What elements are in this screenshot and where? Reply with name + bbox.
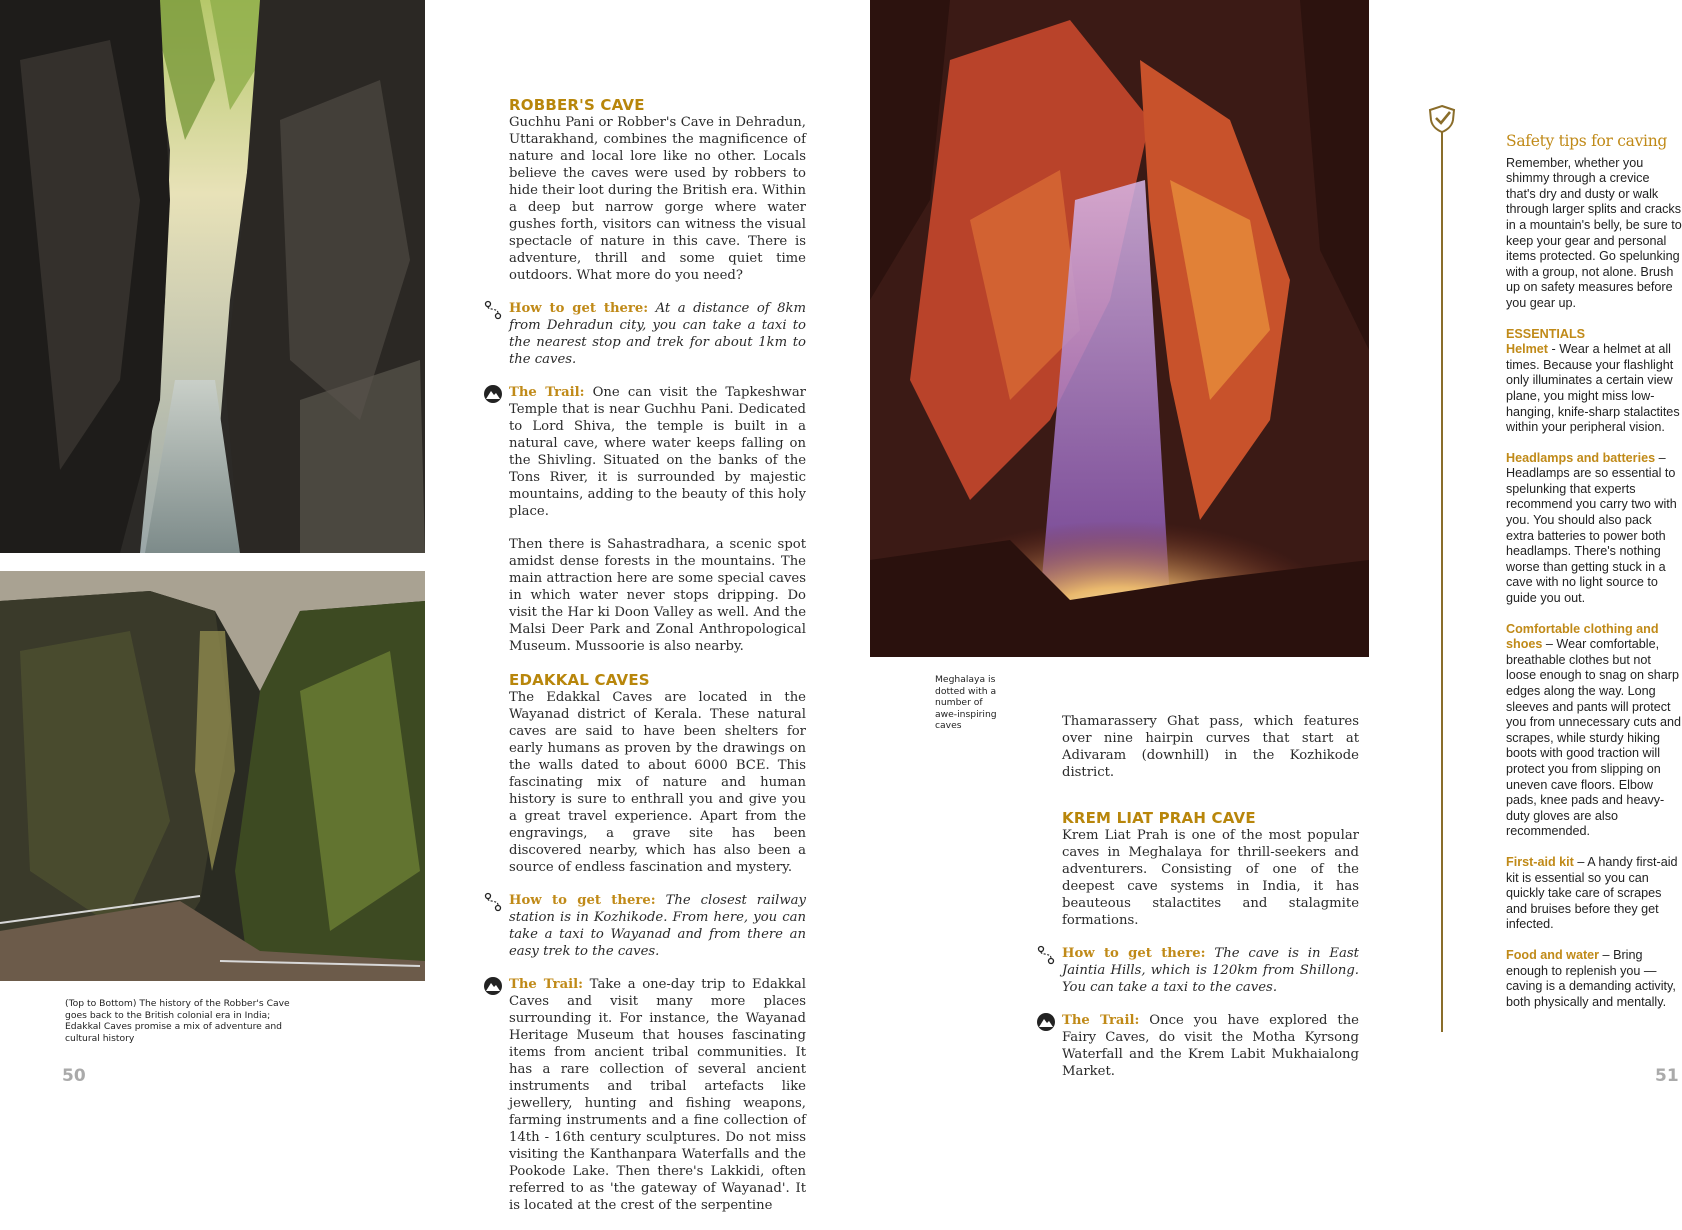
how-label: How to get there: [1062,946,1206,961]
route-icon [1036,945,1056,965]
safety-tips-sidebar [1506,134,1682,1025]
how-text: At a distance of 8km from Dehradun city, you can take a taxi to the nearest stop and trek for about 1km to the caves. [509,301,807,367]
robbers-cave-photo [0,0,425,553]
trail-label: The Trail: [1062,1013,1140,1028]
tip-helmet: Helmet - Wear a helmet at all times. Because your flashlight only illuminates a certain view plane, you might miss low-hanging, knife-sharp stalactites within your peripheral vision. [1506,342,1680,435]
robbers-cave-intro: Guchhu Pani or Robber's Cave in Dehradun, Uttarakhand, combines the magnificence of nature and local lore like no other. Locals believe the caves were used by robbers to hide their loot during the British era. Within a deep but narrow gorge where water gushes forth, visitors can witness the visual spectacle of nature in this cave. There is adventure, thrill and some quiet time outdoors. What more do you need? [509,115,807,283]
robbers-trail [509,384,806,520]
how-text: The closest railway station is in Kozhikode. From here, you can take a taxi to Wayanad and from there an easy trek to the caves. [509,893,806,959]
krem-trail [1062,1012,1359,1080]
edakkal-how-to-get-there [509,892,806,960]
robbers-cave-heading: ROBBER'S CAVE [509,96,645,114]
how-label: How to get there: [509,893,656,908]
page-number-left: 50 [62,1066,86,1086]
route-icon [483,300,503,320]
krem-liat-prah-intro: Krem Liat Prah is one of the most popular caves in Meghalaya for thrill-seekers and adventurers. Consisting of one of the deepest cave systems in India, it has beauteous stalactites and stalagmite formations. [1062,828,1359,928]
tip-headlamps: Headlamps and batteries – Headlamps are so essential to spelunking that experts recommend you carry two with you. You should also pack extra batteries to power both headlamps. There's nothing worse than getting stuck in a cave with no light source to guide you out. [1506,450,1677,606]
robbers-how-to-get-there [509,300,806,368]
safety-tips-title: Safety tips for caving [1506,132,1668,150]
sidebar-divider [1441,132,1443,1032]
safety-tips-intro: Remember, whether you shimmy through a crevice that's dry and dusty or walk through larger splits and cracks in a mountain's belly, be sure to keep your gear and personal items protected. Go spelunking with a group, not alone. Brush up on safety measures before you gear up. [1506,155,1682,310]
tip-food-water: Food and water – Bring enough to replenish you — caving is a demanding activity, both physically and mentally. [1506,947,1676,1009]
krem-how-to-get-there [1062,945,1359,996]
how-label: How to get there: [509,301,649,316]
edakkal-trail [509,976,806,1214]
left-text-column [509,96,806,1230]
trail-text: Take a one-day trip to Edakkal Caves and visit many more places surrounding it. For instance, the Wayanad Heritage Museum that houses fascinating items from ancient tribal communities. It has a rare collection of several ancient instruments and tribal artefacts like jewellery, hunting and fishing weapons, farming instruments and a fine collection of 14th - 16th century sculptures. Do not miss visiting the Kanthanpara Waterfalls and the Pookode Lake. Then there's Lakkidi, often referred to as 'the gateway of Wayanad'. It is located at the crest of the serpentine [509,977,806,1213]
tip-clothing: Comfortable clothing and shoes – Wear comfortable, breathable clothes but not loose enough to snag on sharp edges along the way. Long sleeves and pants will protect you from unnecessary cuts and scrapes, while sturdy hiking boots with good traction will protect you from slipping on uneven cave floors. Elbow pads, knee pads and heavy-duty gloves are also recommended. [1506,621,1682,839]
trail-text: Once you have explored the Fairy Caves, do visit the Motha Kyrsong Waterfall and the Krem Labit Mukhaialong Market. [1062,1013,1359,1079]
trail-icon [483,976,503,996]
continuation-paragraph: Thamarassery Ghat pass, which features over nine hairpin curves that start at Adivaram (downhill) in the Kozhikode district. [1062,714,1359,780]
meghalaya-cave-photo [870,0,1369,657]
trail-label: The Trail: [509,977,584,992]
how-text: The cave is in East Jaintia Hills, which is 120km from Shillong. You can take a taxi to the caves. [1062,946,1359,995]
tip-first-aid: First-aid kit – A handy first-aid kit is essential so you can quickly take care of scrapes and bruises before they get infected. [1506,854,1678,932]
meghalaya-photo-caption: Meghalaya is dotted with a number of awe-inspiring caves [935,674,997,731]
robbers-extra-paragraph: Then there is Sahastradhara, a scenic spot amidst dense forests in the mountains. The main attraction here are some special caves in which water never stops dripping. Do visit the Har ki Doon Valley as well. And the Malsi Deer Park and Zonal Anthropological Museum. Mussoorie is also nearby. [509,537,806,654]
edakkal-caves-heading: EDAKKAL CAVES [509,671,650,689]
trail-text: One can visit the Tapkeshwar Temple that is near Guchhu Pani. Dedicated to Lord Shiva, the temple is built in a natural cave, where water keeps falling on the Shivling. Situated on the banks of the Tons River, it is surrounded by majestic mountains, adding to the beauty of this holy place. [509,385,806,519]
left-photo-caption: (Top to Bottom) The history of the Robber's Cave goes back to the British colonial era in India; Edakkal Caves promise a mix of adventure and cultural history [65,998,290,1044]
edakkal-caves-intro: The Edakkal Caves are located in the Wayanad district of Kerala. These natural caves are said to have been shelters for early humans as proven by the drawings on the walls dated to about 6000 BCE. This fascinating mix of nature and human history is sure to enthrall you and give you a great travel experience. Apart from the engravings, a grave site has been discovered nearby, which has also been a source of endless fascination and mystery. [509,690,806,875]
route-icon [483,892,503,912]
right-text-column [1062,713,1359,1096]
krem-liat-prah-heading: KREM LIAT PRAH CAVE [1062,809,1256,827]
trail-icon [483,384,503,404]
trail-label: The Trail: [509,385,585,400]
edakkal-caves-photo [0,571,425,981]
shield-check-icon [1427,104,1457,134]
page-number-right: 51 [1655,1066,1679,1086]
trail-icon [1036,1012,1056,1032]
essentials-heading: ESSENTIALS [1506,326,1586,341]
